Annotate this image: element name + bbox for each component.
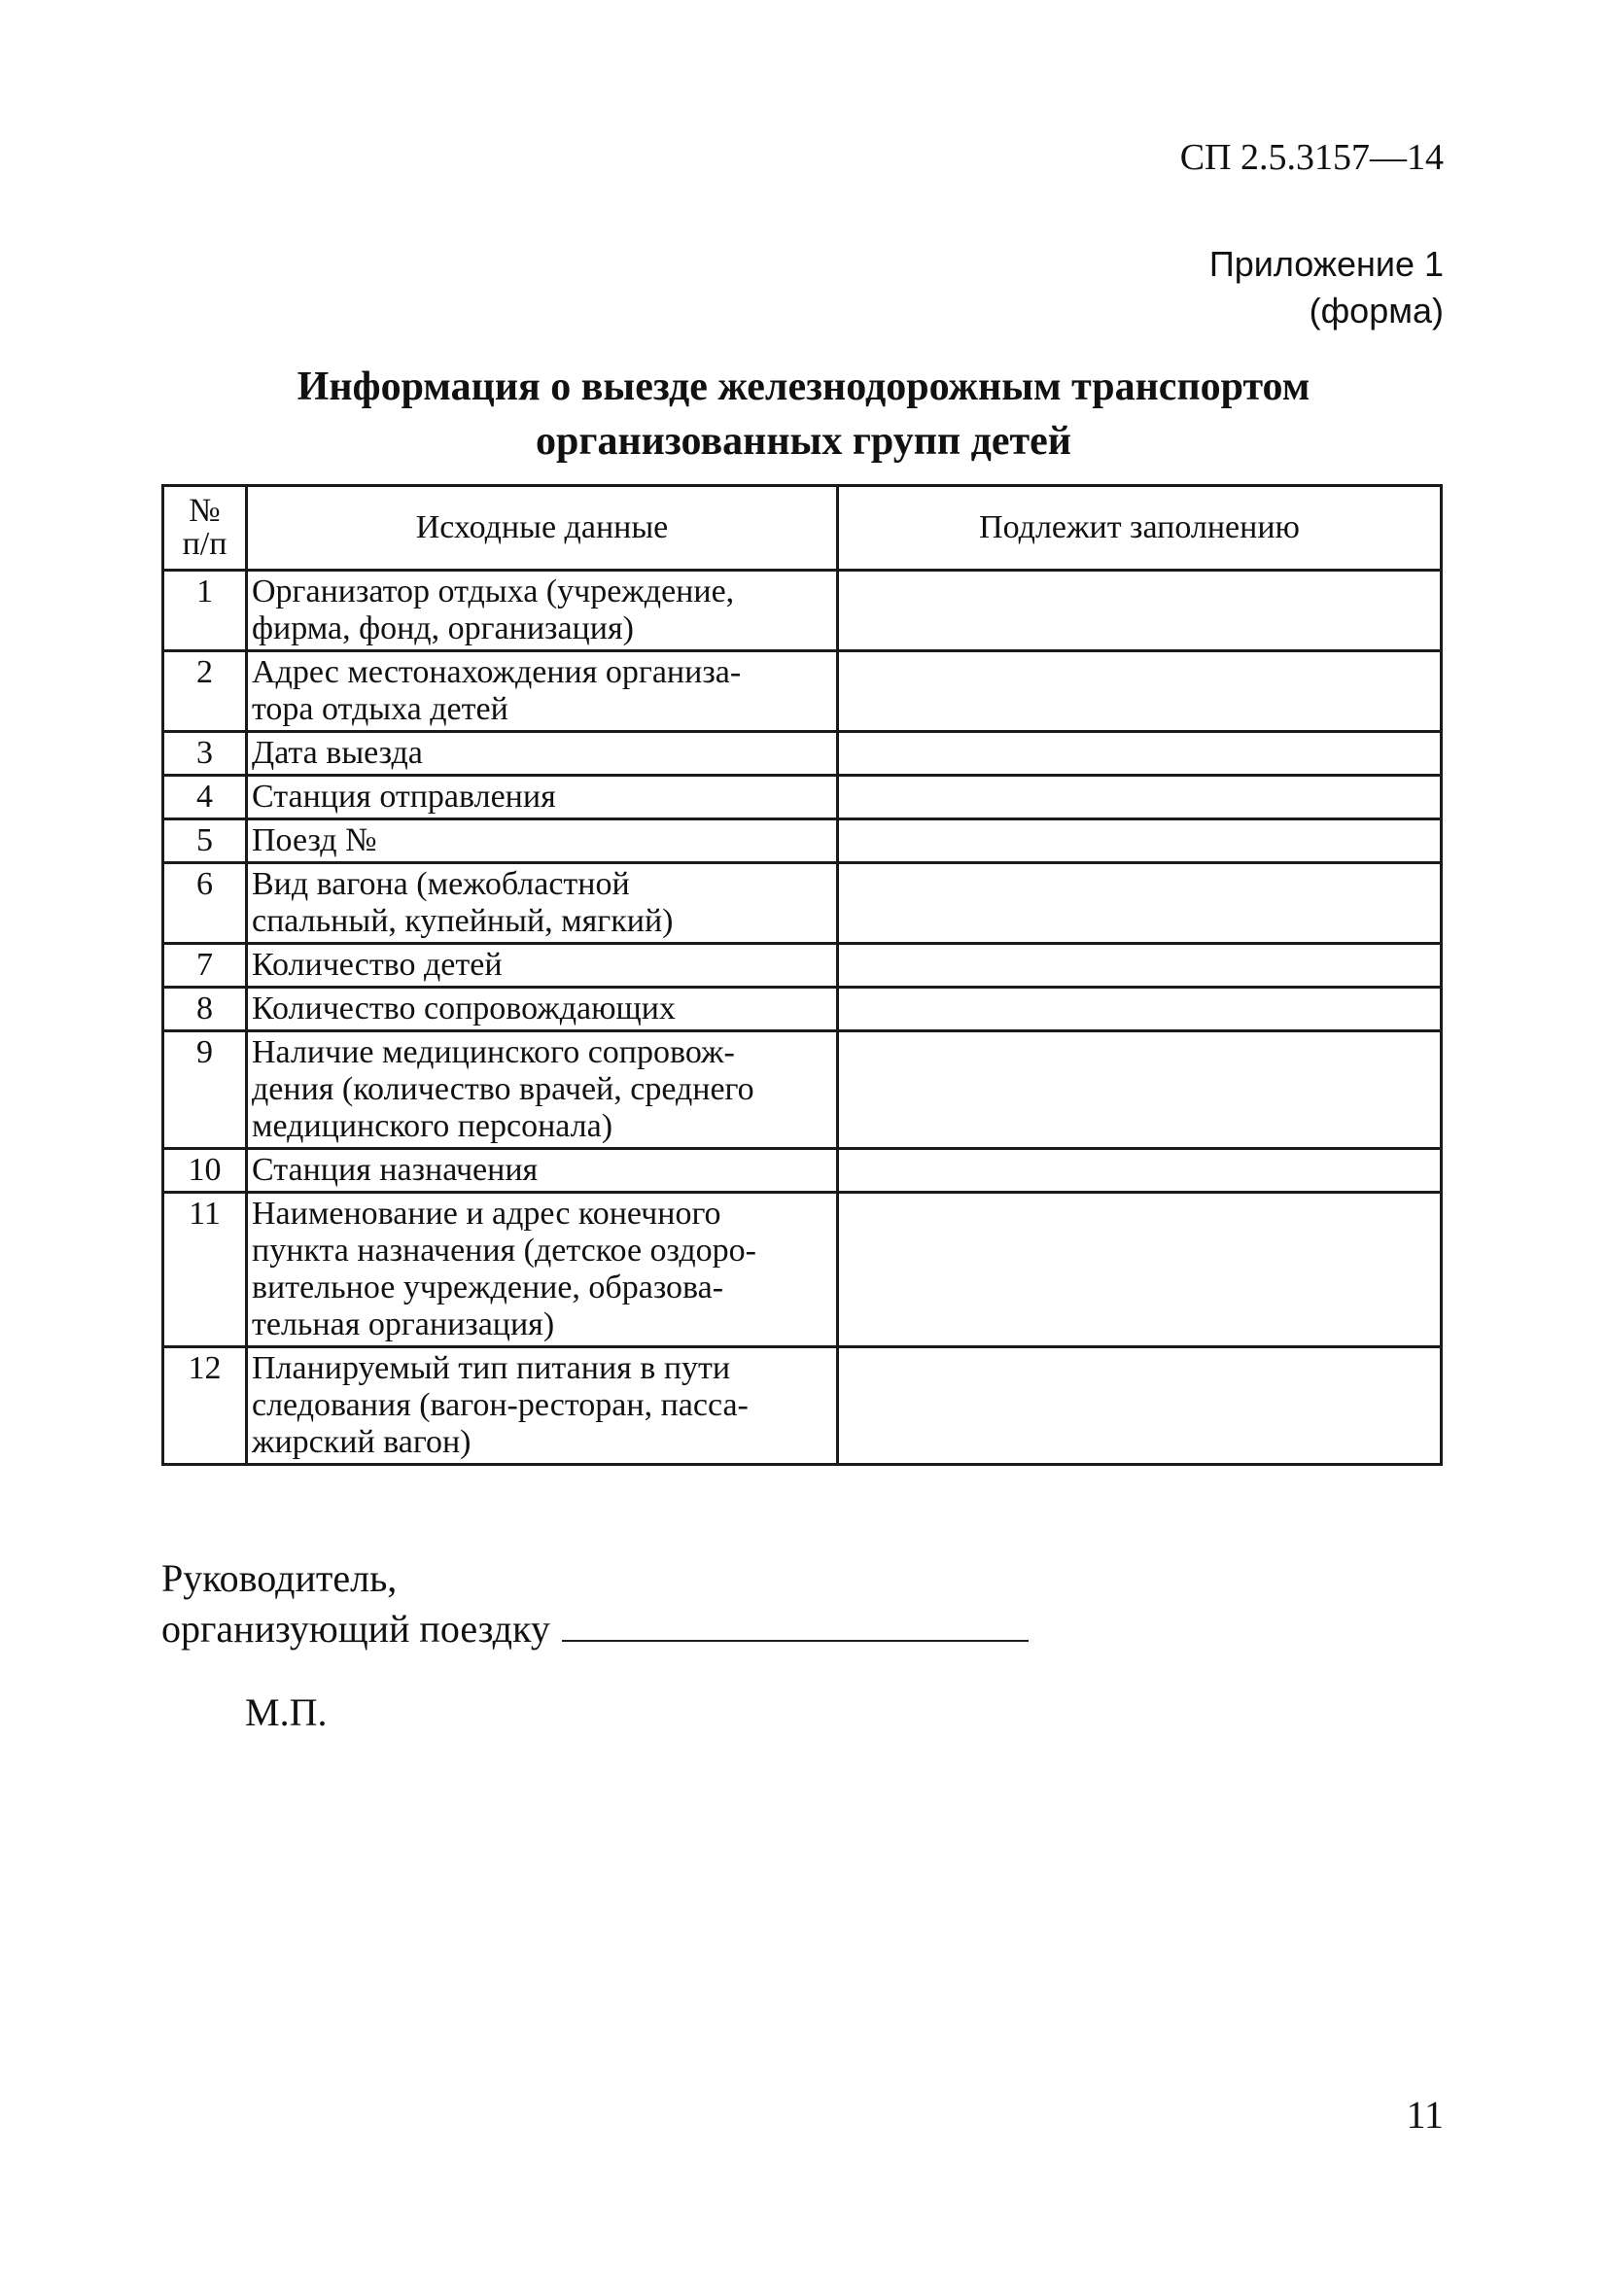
signature-role-line2: организующий поездку <box>161 1607 550 1651</box>
appendix-form-note: (форма) <box>1309 291 1444 330</box>
row-description <box>247 1193 838 1347</box>
row-fill-cell[interactable] <box>838 776 1442 819</box>
table-row <box>163 1347 1442 1465</box>
row-description <box>247 571 838 651</box>
header-number-abbr: п/п <box>182 526 227 562</box>
document-code: СП 2.5.3157—14 <box>1179 137 1444 178</box>
row-number: 6 <box>163 863 247 944</box>
table-row <box>163 1149 1442 1193</box>
row-number: 11 <box>163 1193 247 1347</box>
row-description-line: Вид вагона (межобластной <box>252 866 630 902</box>
row-description-line: пункта назначения (детское оздоро- <box>252 1233 756 1269</box>
row-description-line: Станция отправления <box>252 779 556 815</box>
appendix-label <box>1209 241 1444 334</box>
row-fill-cell[interactable] <box>838 1193 1442 1347</box>
row-description-line: Станция назначения <box>252 1152 539 1188</box>
table-row <box>163 776 1442 819</box>
row-number: 2 <box>163 651 247 732</box>
row-number: 1 <box>163 571 247 651</box>
row-fill-cell[interactable] <box>838 1149 1442 1193</box>
row-description-line: Адрес местонахождения организа- <box>252 654 742 690</box>
row-description <box>247 988 838 1031</box>
row-number: 5 <box>163 819 247 863</box>
appendix-number: Приложение 1 <box>1208 244 1444 284</box>
row-description <box>247 651 838 732</box>
row-number: 4 <box>163 776 247 819</box>
row-fill-cell[interactable] <box>838 571 1442 651</box>
row-fill-cell[interactable] <box>838 988 1442 1031</box>
table-row <box>163 732 1442 776</box>
row-number: 9 <box>163 1031 247 1149</box>
row-description <box>247 863 838 944</box>
row-description-line: Планируемый тип питания в пути <box>252 1350 731 1386</box>
row-number: 7 <box>163 944 247 988</box>
table-header-row <box>163 486 1442 571</box>
row-description-line: Наличие медицинского сопровож- <box>252 1034 735 1070</box>
row-description-line: тора отдыха детей <box>252 691 508 727</box>
row-fill-cell[interactable] <box>838 1347 1442 1465</box>
info-table <box>161 484 1443 1466</box>
row-description <box>247 819 838 863</box>
page-title-line2: организованных групп детей <box>536 419 1071 464</box>
row-description <box>247 944 838 988</box>
row-description-line: фирма, фонд, организация) <box>252 610 634 646</box>
page-number: 11 <box>1406 2093 1444 2137</box>
row-fill-cell[interactable] <box>838 944 1442 988</box>
table-row <box>163 571 1442 651</box>
stamp-place-label: М.П. <box>245 1690 328 1734</box>
row-number: 8 <box>163 988 247 1031</box>
table-row <box>163 819 1442 863</box>
header-to-fill: Подлежит заполнению <box>838 486 1442 571</box>
row-description <box>247 1347 838 1465</box>
row-number: 3 <box>163 732 247 776</box>
row-fill-cell[interactable] <box>838 819 1442 863</box>
row-description <box>247 732 838 776</box>
signature-role-line2-wrap <box>161 1604 1029 1654</box>
header-number-sign: № <box>189 493 221 529</box>
row-fill-cell[interactable] <box>838 863 1442 944</box>
table-row <box>163 1193 1442 1347</box>
table-body <box>163 571 1442 1465</box>
row-description-line: Поезд № <box>252 822 377 858</box>
signature-block <box>161 1553 1029 1654</box>
header-number <box>163 486 247 571</box>
row-description-line: спальный, купейный, мягкий) <box>252 903 674 939</box>
row-fill-cell[interactable] <box>838 732 1442 776</box>
row-fill-cell[interactable] <box>838 1031 1442 1149</box>
row-description-line: вительное учреждение, образова- <box>252 1270 724 1305</box>
page-title-line1: Информация о выезде железнодорожным транспортом <box>297 365 1310 409</box>
page-title <box>0 360 1607 469</box>
table-row <box>163 944 1442 988</box>
row-description-line: Наименование и адрес конечного <box>252 1196 721 1232</box>
row-description <box>247 776 838 819</box>
row-number: 12 <box>163 1347 247 1465</box>
row-fill-cell[interactable] <box>838 651 1442 732</box>
table-row <box>163 1031 1442 1149</box>
header-source-data: Исходные данные <box>247 486 838 571</box>
row-description-line: дения (количество врачей, среднего <box>252 1071 754 1107</box>
row-description <box>247 1149 838 1193</box>
row-description-line: Дата выезда <box>252 735 423 771</box>
row-description-line: Количество сопровождающих <box>252 991 676 1026</box>
table-row <box>163 988 1442 1031</box>
row-description-line: тельная организация) <box>252 1306 555 1342</box>
row-description-line: жирский вагон) <box>252 1424 472 1460</box>
row-description <box>247 1031 838 1149</box>
table-row <box>163 863 1442 944</box>
row-description-line: Количество детей <box>252 947 503 983</box>
row-description-line: медицинского персонала) <box>252 1108 613 1144</box>
signature-role-line1: Руководитель, <box>161 1556 398 1600</box>
row-description-line: следования (вагон-ресторан, пасса- <box>252 1387 749 1423</box>
signature-line[interactable] <box>562 1605 1029 1642</box>
row-description-line: Организатор отдыха (учреждение, <box>252 574 735 609</box>
table-row <box>163 651 1442 732</box>
row-number: 10 <box>163 1149 247 1193</box>
